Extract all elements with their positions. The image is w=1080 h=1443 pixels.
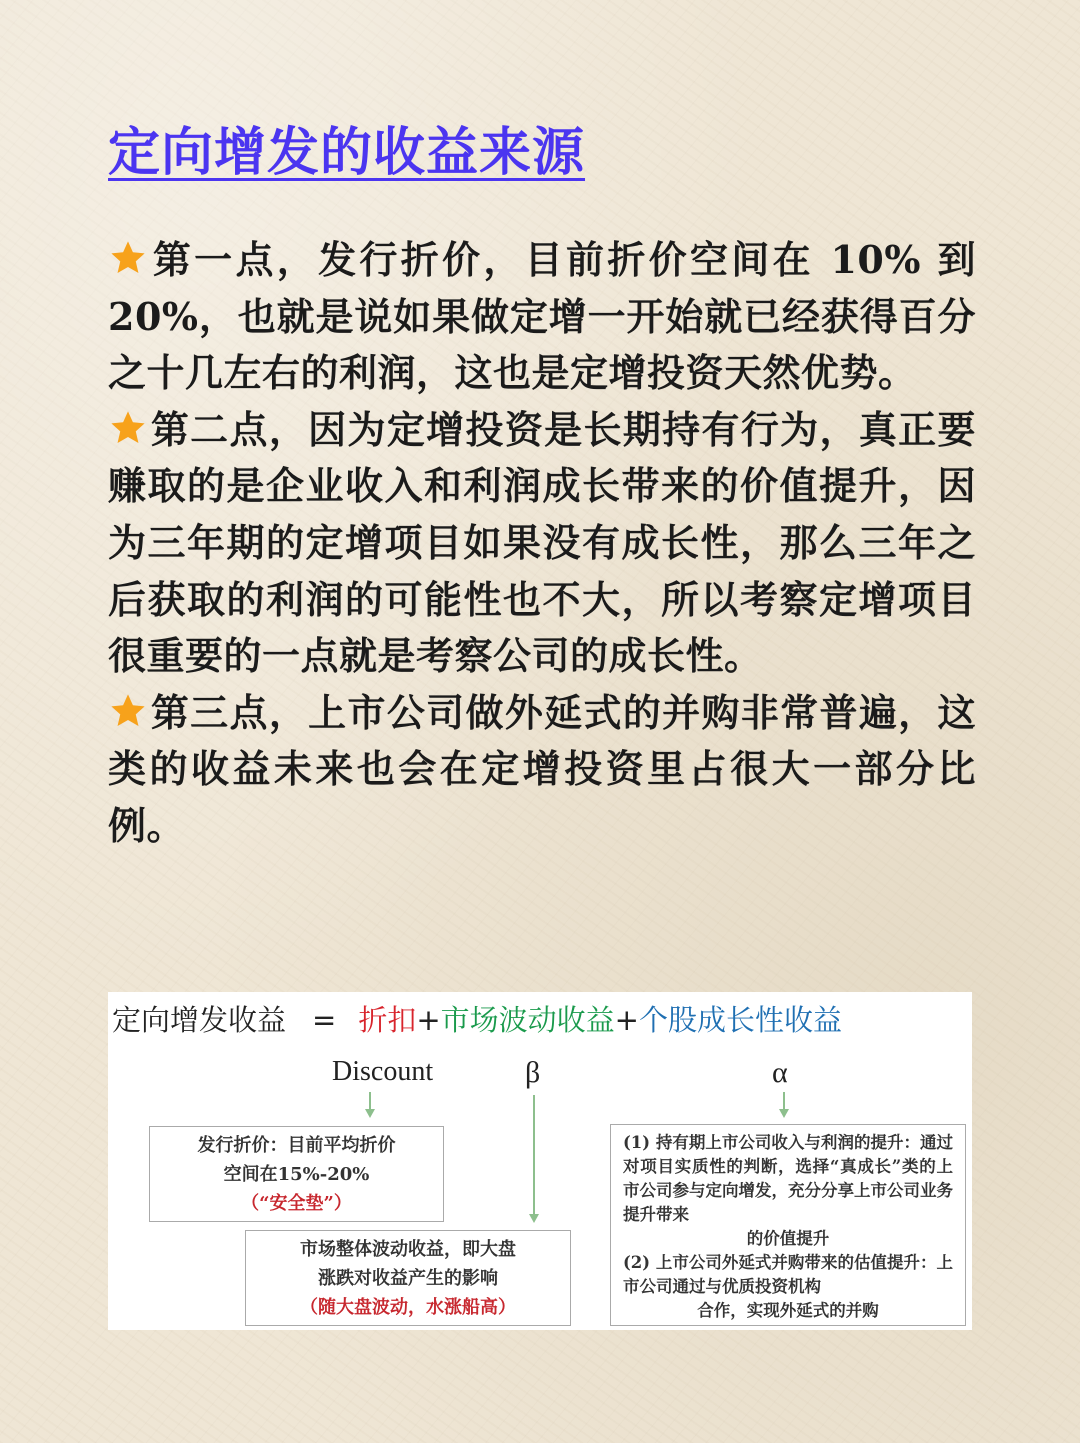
market-box-line: 市场整体波动收益，即大盘 [300,1239,516,1260]
discount-box-line: 发行折价：目前平均折价 [197,1135,396,1156]
discount-box-line: 空间在15%-20% [223,1164,370,1185]
star-icon [108,692,148,730]
growth-box-point-1: (1) 持有期上市公司收入与利润的提升：通过对项目实质性的判断，选择“真成长”类的上市公司参与定向增发，充分分享上市公司业务提升带来 [623,1133,953,1224]
point-2 [108,402,976,685]
arrow-head [529,1214,539,1223]
star-icon [108,409,148,447]
market-box-line: 涨跌对收益产生的影响 [318,1268,498,1289]
formula-market-term: 市场波动收益 [440,1003,615,1037]
point-1 [108,232,976,402]
discount-label: Discount [332,1056,434,1087]
formula [112,998,842,1039]
formula-plus: + [614,1003,639,1037]
page-title[interactable]: 定向增发的收益来源 [108,122,586,183]
article-body [108,232,976,855]
formula-plus: + [416,1003,441,1037]
arrow-head [365,1109,375,1118]
arrow-discount [369,1092,371,1110]
discount-box [149,1126,444,1222]
arrow-alpha [783,1092,785,1110]
point-1-text: 第一点，发行折价，目前折价空间在 10% 到 20%，也就是说如果做定增一开始就已经获得百分之十几左右的利润，这也是定增投资天然优势。 [108,237,976,396]
star-icon [108,239,148,277]
formula-growth-term: 个股成长性收益 [638,1003,842,1037]
returns-diagram [108,992,972,1330]
formula-equals: = [312,1003,337,1037]
market-box [245,1230,571,1326]
arrow-beta [533,1095,535,1215]
growth-box-point-2: (2) 上市公司外延式并购带来的估值提升：上市公司通过与优质投资机构 [623,1253,953,1296]
discount-box-note: （“安全垫”） [241,1193,352,1214]
growth-box-point-1-end: 的价值提升 [746,1229,830,1248]
beta-label: β [525,1056,541,1089]
alpha-label: α [772,1056,788,1089]
growth-box [610,1124,966,1326]
formula-lhs: 定向增发收益 [112,1003,287,1037]
point-2-text: 第二点，因为定增投资是长期持有行为，真正要赚取的是企业收入和利润成长带来的价值提升，因为三年期的定增项目如果没有成长性，那么三年之后获取的利润的可能性也不大，所以考察定增项目很重要的一点就是考察公司的成长性。 [108,406,976,679]
formula-discount-term: 折扣 [358,1003,417,1037]
market-box-note: （随大盘波动，水涨船高） [300,1297,516,1318]
growth-box-point-2-end: 合作，实现外延式的并购 [697,1301,879,1320]
point-3 [108,685,976,855]
arrow-head [779,1109,789,1118]
point-3-text: 第三点，上市公司做外延式的并购非常普遍，这类的收益未来也会在定增投资里占很大一部分比例。 [108,689,976,848]
